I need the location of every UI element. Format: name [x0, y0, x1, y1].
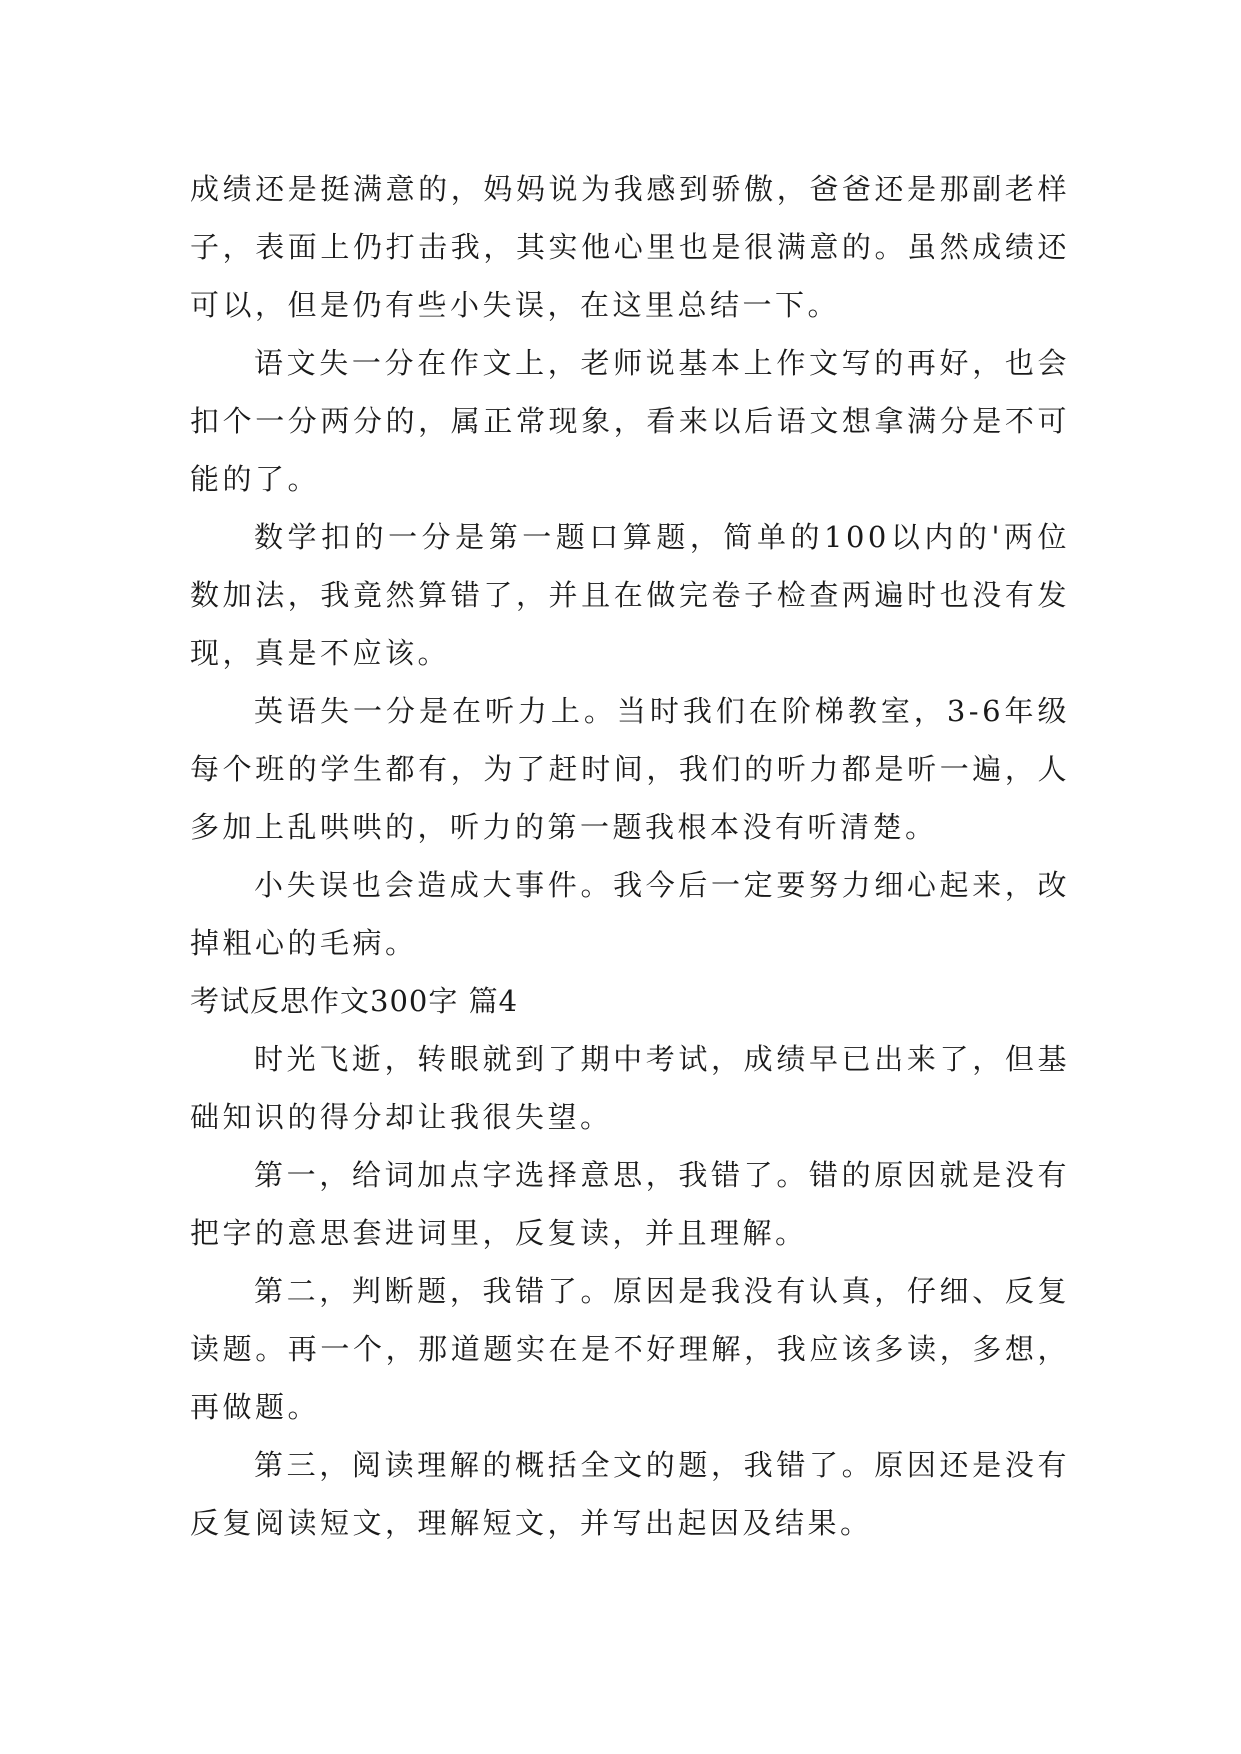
document-body	[190, 160, 1070, 1552]
paragraph: 英语失一分是在听力上。当时我们在阶梯教室，3-6年级每个班的学生都有，为了赶时间，我们的听力都是听一遍，人多加上乱哄哄的，听力的第一题我根本没有听清楚。	[190, 694, 1070, 844]
paragraph: 小失误也会造成大事件。我今后一定要努力细心起来，改掉粗心的毛病。	[190, 868, 1070, 960]
paragraph: 成绩还是挺满意的，妈妈说为我感到骄傲，爸爸还是那副老样子，表面上仍打击我，其实他心里也是很满意的。虽然成绩还可以，但是仍有些小失误，在这里总结一下。	[190, 172, 1070, 322]
paragraph: 数学扣的一分是第一题口算题，简单的100以内的'两位数加法，我竟然算错了，并且在做完卷子检查两遍时也没有发现，真是不应该。	[190, 520, 1070, 670]
section-heading: 考试反思作文300字 篇4	[190, 984, 519, 1018]
paragraph: 语文失一分在作文上，老师说基本上作文写的再好，也会扣个一分两分的，属正常现象，看来以后语文想拿满分是不可能的了。	[190, 346, 1070, 496]
paragraph: 第一，给词加点字选择意思，我错了。错的原因就是没有把字的意思套进词里，反复读，并且理解。	[190, 1158, 1070, 1250]
paragraph: 第三，阅读理解的概括全文的题，我错了。原因还是没有反复阅读短文，理解短文，并写出起因及结果。	[190, 1448, 1070, 1540]
paragraph: 时光飞逝，转眼就到了期中考试，成绩早已出来了，但基础知识的得分却让我很失望。	[190, 1042, 1070, 1134]
paragraph: 第二，判断题，我错了。原因是我没有认真，仔细、反复读题。再一个，那道题实在是不好理解，我应该多读，多想，再做题。	[190, 1274, 1070, 1424]
